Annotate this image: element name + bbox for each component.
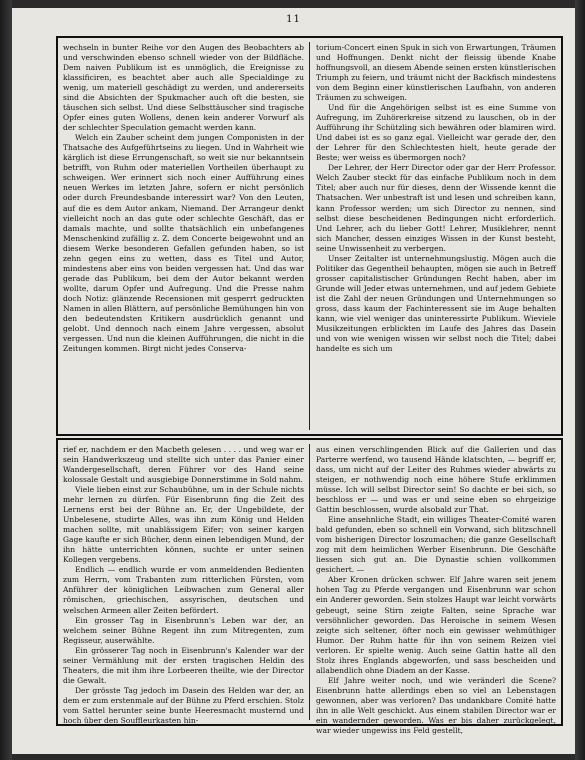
paragraph: torium-Concert einen Spuk in sich von Erwartungen, Träumen und Hoffnungen. Denkt nicht der fleissig übende Knabe hoffnungsvoll, an diesem Abende seinen ersten künstlerischen Triumph zu feiern, und träumt nicht der Backfisch mindestens von dem Beginn einer künstlerischen Laufbahn, von anderen Träumen zu schweigen. bbox=[316, 43, 556, 103]
paragraph: Ein grösserer Tag noch in Eisenbrunn's Kalender war der seiner Vermählung mit der ersten tragischen Heldin des Theaters, die mit ihm ihre Lorbeeren theilte, wie der Director die Gewalt. bbox=[63, 645, 304, 685]
scan-border-left bbox=[0, 0, 12, 760]
paragraph: Unser Zeitalter ist unternehmungslustig. Mögen auch die Politiker das Gegentheil behaupten, mögen sie auch in Betreff grosser capitalistischer Gründungen Recht haben, aber im Grunde will Jeder etwas unternehmen, und auf jedem Gebiete ist die Zahl der neuen Gründungen und Unternehmungen so gross, dass kaum der Fachinteressent sie im Auge behalten kann, wie viel weniger das uninteressirte Publikum. Wieviele Musikzeitungen erblickten im Laufe des Jahres das Dasein und von wie wenigen wissen wir selbst noch die Titel; dabei handelte es sich um bbox=[316, 253, 556, 353]
bottom-story-frame bbox=[56, 438, 563, 735]
top-right-column bbox=[316, 43, 556, 427]
paragraph: Eine ansehnliche Stadt, ein williges Theater-Comité waren bald gefunden, eben so schnell ein Vorwand, sich blitzschnell vom bisherigen Director loszumachen; die ganze Gesellschaft zog mit dem heimlichen Werber Eisenbrunn. Die Geschäfte liessen sich gut an. Die Dynastie schien vollkommen gesichert. — bbox=[316, 515, 556, 575]
scan-border-right bbox=[575, 0, 585, 760]
top-left-column bbox=[63, 43, 304, 427]
paragraph: Und für die Angehörigen selbst ist es eine Summe von Aufregung, im Zuhörerkreise sitzend zu lauschen, ob in der Aufführung ihr Schützling sich bewähren oder blamiren wird. Und dabei ist es so ganz egal. Vielleicht war gerade der, den der Lehrer für den Schlechtesten hielt, heute gerade der Beste; wer weiss es übermorgen noch? bbox=[316, 103, 556, 163]
top-article-frame bbox=[56, 36, 563, 436]
paragraph: wechseln in bunter Reihe vor den Augen des Beobachters ab und verschwinden ebenso schnell wieder von der Bildfläche. Dem naiven Publikum ist es unmöglich, die Ereignisse zu klassificiren, es beachtet aber auch alle Specialdinge zu wenig, um materiell geschädigt zu werden, und andererseits sind die Absichten der Spukmacher auch oft die besten, sie täuschen sich selbst. Und diese Selbsttäuscher sind tragische Opfer eines guten Wollens, denen kein anderer Vorwurf als der schlechter Speculation gemacht werden kann. bbox=[63, 43, 304, 133]
paragraph: Elf Jahre weiter noch, und wie veränderl die Scene? Eisenbrunn hatte allerdings eben so viel an Lebenstagen gewonnen, aber was verloren? Das undankbare Comité hatte ihn in alle Welt geschickt. Aus einem stabilen Director war er ein wandernder geworden. Was er bis daher zurückgelegt, war wieder ungewiss ins Feld gestellt, bbox=[316, 675, 556, 735]
paragraph: rief er, nachdem er den Macbeth gelesen . . . . und weg war er sein Handwerkszeug und stellte sich unter das Panier einer Wandergesellschaft, deren Führer vor des Hand seine kolossale Gestalt und ausgiebige Donnerstimme in Sold nahm. bbox=[63, 445, 304, 485]
paragraph: Ein grosser Tag in Eisenbrunn's Leben war der, an welchem seiner Bühne Regent ihn zum Mitregenten, zum Regisseur, auserwählte. bbox=[63, 615, 304, 645]
paragraph: Viele lieben einst zur Schaubühne, um in der Schule nichts mehr lernen zu dürfen. Für Eisenbrunn fing die Zeit des Lernens erst bei der Bühne an. Er, der Ungebildete, der Unbelesene, studirte Alles, was ihn zum König und Helden machen sollte, mit unablässigem Eifer; von seiner kargen Gage kaufte er sich Bücher, denn einen lebendigen Mund, der ihn hätte unterrichten können, suchte er unter seinen Kollegen vergebens. bbox=[63, 485, 304, 565]
paragraph: Aber Kronen drücken schwer. Elf Jahre waren seit jenem hohen Tag zu Pferde vergangen und Eisenbrunn war schon ein Anderer geworden. Sein stolzes Haupt war leicht vorwärts gebeugt, seine Stirn zeigte Falten, seine Sprache war versöhnlicher geworden. Das Heroische in seinem Wesen zeigte sich seltener, öfter noch ein gewisser wehmüthiger Humor. Der Ruhm hatte für ihn von seinem Reizen viel verloren. Er spielte wenig. Auch seine Gattin hatte all den Stolz ihres Englands abgeworfen, und sass bescheiden und allabendlich ohne Diadem an der Kasse. bbox=[316, 575, 556, 675]
paragraph: aus einen verschlingenden Blick auf die Gallerien und das Parterre werfend, wo tausend Hände klatschten, — begriff er, dass, um nicht auf der Leiter des Ruhmes wieder abwärts zu steigen, er nothwendig noch eine höhere Stufe erklimmen müsse. Ich will selbst Director sein! So dachte er bei sich, so beschloss er — und was er und seine eben so ehrgeizige Gattin beschlossen, wurde alsobald zur That. bbox=[316, 445, 556, 515]
document-page bbox=[12, 8, 575, 754]
paragraph: Welch ein Zauber scheint dem jungen Componisten in der Thatsache des Aufgeführtseins zu liegen. Und in Wahrheit wie kärglich ist diese Errungenschaft, so weit sie nur bekanntsein betrifft, von Ruhm oder materiellen Vortheilen überhaupt zu schweigen. Wer erinnert sich noch einer Aufführung eines neuen Werkes im letzten Jahre, sofern er nicht persönlich oder durch Freundesbande interessirt war? Von den Leuten, auf die es dem Autor ankam, Niemand. Der Arrangeur denkt vielleicht noch an das gute oder schlechte Geschäft, das er damals machte, und sollte thatsächlich ein unbefangenes Menschenkind zufällig z. Z. dem Concerte beigewohnt und an diesem Werke besonderen Gefallen gefunden haben, so ist zehn gegen eins zu wetten, dass es Titel und Autor, mindestens aber eins von beiden vergessen hat. Und das war gerade das Publikum, bei dem der Autor bekannt werden wollte, darum Opfer und Aufregung. Und die Presse nahm doch Notiz: glänzende Recensionen mit gesperrt gedruckten Namen in allen Blättern, auf persönliche Bemühungen hin von den bedeutendsten Kritikern ausdrücklich genannt und gelobt. Und dennoch nach einem Jahre vergessen, absolut vergessen. Und nun die kleinen Aufführungen, die nicht in die Zeitungen kommen. Birgt nicht jedes Conserva- bbox=[63, 133, 304, 353]
paragraph: Endlich — endlich wurde er vom anmeldenden Bedienten zum Herrn, vom Trabanten zum ritterlichen Fürsten, vom Anführer der königlichen Leibwachen zum General aller römischen, griechischen, assyrischen, deutschen und welschen Armeen aller Zeiten befördert. bbox=[63, 565, 304, 615]
paragraph: Der grösste Tag jedoch im Dasein des Helden war der, an dem er zum erstenmale auf der Bühne zu Pferd erschien. Stolz vom Sattel herunter seine bunte Heeresmacht musternd und hoch über den Souffleurkasten hin- bbox=[63, 685, 304, 725]
bottom-left-column bbox=[63, 445, 304, 725]
paragraph: Der Lehrer, der Herr Director oder gar der Herr Professor. Welch Zauber steckt für das einfache Publikum noch in dem Titel; aber auch nur für dieses, denn der Wissende kennt die Thatsachen. Wer unbestraft ist und lesen und schreiben kann, kann Professor werden; um sich Director zu nennen, sind selbst diese bescheidenen Bedingungen nicht erforderlich. Und Lehrer, ach du lieber Gott! Lehrer, Musiklehrer, nennt sich Mancher, dessen einziges Wissen in der Kunst besteht, seine Unwissenheit zu verbergen. bbox=[316, 163, 556, 253]
page-number: 11 bbox=[286, 14, 301, 25]
bottom-right-column bbox=[316, 445, 556, 735]
column-divider bbox=[309, 444, 310, 720]
column-divider bbox=[309, 42, 310, 430]
